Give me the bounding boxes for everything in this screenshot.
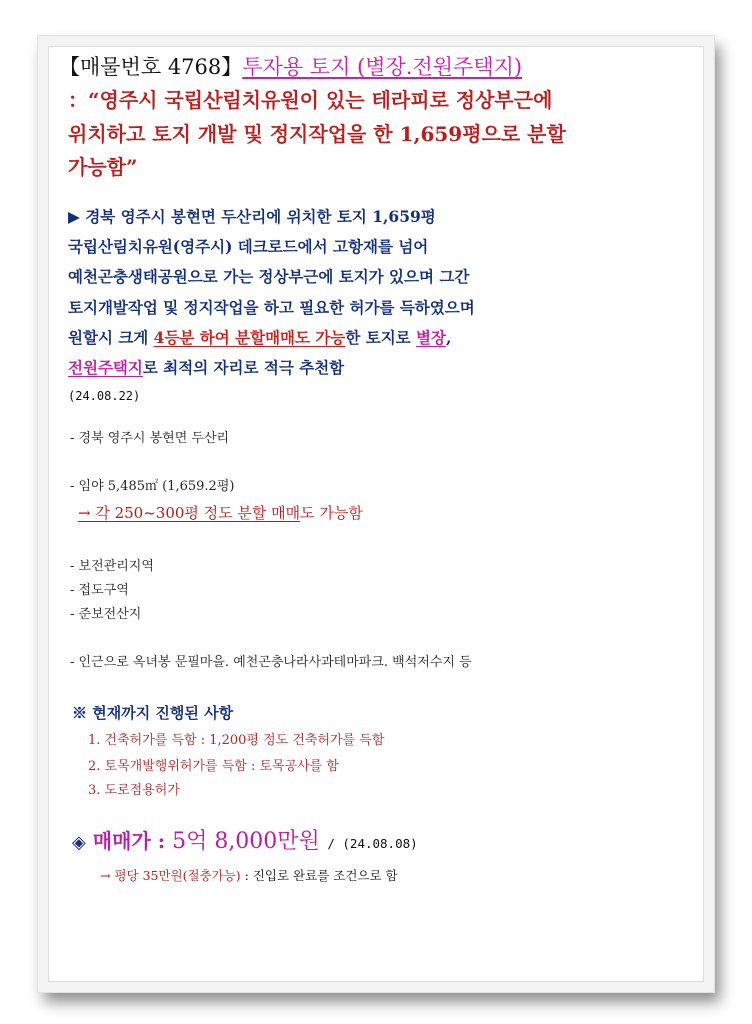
description-text: 한 토지로 — [345, 328, 417, 347]
listing-number: 【매물번호 4768】 — [59, 55, 243, 79]
progress-item-3: 3. 도로점용허가 — [88, 783, 180, 798]
unit-price-condition: : 진입로 완료를 조건으로 함 — [240, 868, 398, 883]
price-date: / (24.08.08) — [319, 836, 418, 851]
description-line-2: 국립산림치유원(영주시) 데크로드에서 고항재를 넘어 — [68, 237, 429, 256]
price-label: 매매가 : — [85, 829, 173, 853]
zone-detail-2: - 접도구역 — [70, 583, 129, 598]
area-detail: - 임야 5,485㎡ (1,659.2평) — [70, 479, 235, 494]
description-text: 원할시 크게 — [68, 328, 154, 347]
zone-detail-3: - 준보전산지 — [70, 607, 142, 622]
description-text: , — [446, 328, 452, 347]
zone-detail-1: - 보전관리지역 — [70, 559, 154, 574]
progress-item-1: 1. 건축허가를 득함 : 1,200평 정도 건축허가를 득함 — [88, 733, 385, 748]
description-line-5 — [68, 330, 451, 346]
unit-price: → 평당 35만원(절충가능) — [100, 868, 241, 883]
split-note — [78, 506, 363, 521]
sale-price — [72, 831, 418, 853]
residential-highlight: 전원주택지 — [68, 358, 143, 377]
quote-line-3: 가능함” — [68, 155, 138, 179]
progress-item-2: 2. 토목개발행위허가를 득함 : 토목공사를 함 — [88, 759, 339, 774]
description-line-3: 예천곤충생태공원으로 가는 정상부근에 토지가 있으며 그간 — [68, 267, 470, 286]
description-text: 로 최적의 자리로 적극 추천함 — [142, 358, 345, 377]
quote-line-1: ：“영주시 국립산림치유원이 있는 테라피로 정상부근에 — [68, 88, 553, 112]
villa-highlight: 별장 — [416, 328, 446, 347]
split-note-rest: 도 가능함 — [300, 504, 363, 522]
unit-price-note — [100, 870, 398, 883]
quote-line-2: 위치하고 토지 개발 및 정지작업을 한 1,659평으로 분할 — [68, 122, 566, 146]
listing-headline: 투자용 토지 (별장.전원주택지) — [242, 55, 523, 79]
diamond-icon: ◈ — [72, 832, 86, 853]
split-note-underlined: → 각 250~300평 정도 분할 매매 — [78, 504, 301, 522]
description-line-4: 토지개발작업 및 정지작업을 하고 필요한 허가를 득하였으며 — [68, 298, 475, 317]
listing-title — [59, 57, 522, 78]
description-line-6 — [68, 360, 344, 376]
progress-heading: ※ 현재까지 진행된 사항 — [72, 704, 234, 722]
split-sale-highlight: 4등분 하여 분할매매도 가능 — [153, 328, 346, 347]
price-value: 5억 8,000만원 — [172, 829, 320, 854]
nearby-detail: - 인근으로 옥녀봉 문필마을. 예천곤충나라사과테마파크. 백석저수지 등 — [70, 655, 472, 670]
location-detail: - 경북 영주시 봉현면 두산리 — [70, 431, 230, 446]
description-date: (24.08.22) — [68, 389, 141, 403]
description-line-1: ▶ 경북 영주시 봉현면 두산리에 위치한 토지 1,659평 — [68, 207, 436, 226]
